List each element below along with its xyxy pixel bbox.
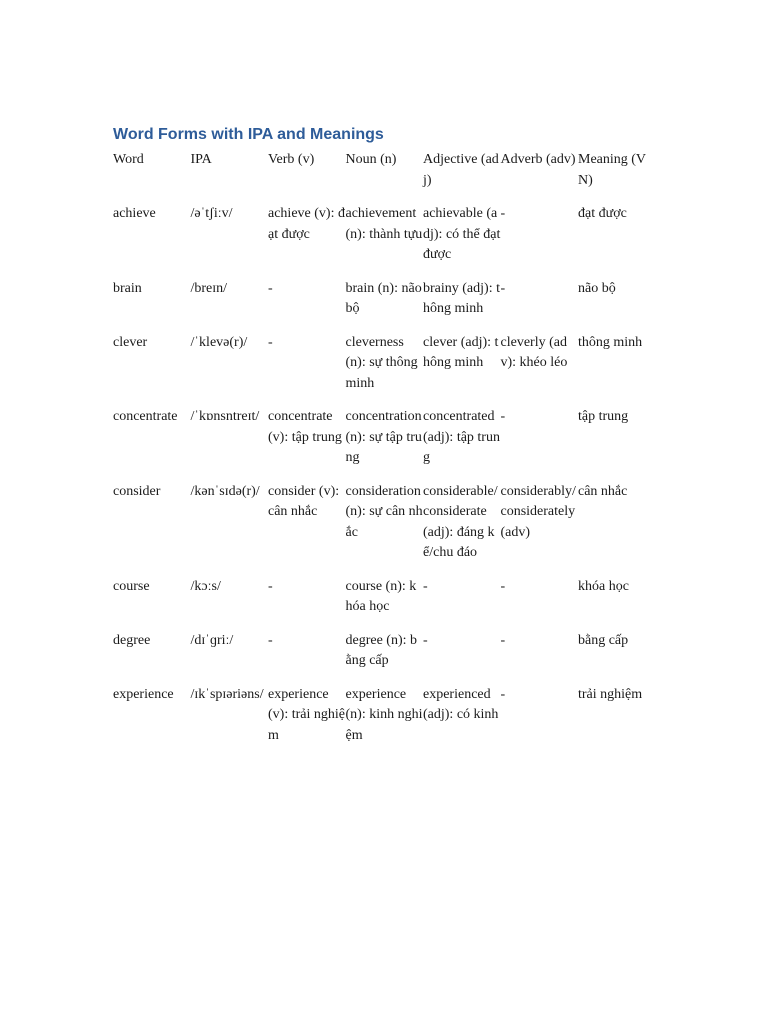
cell-ipa: /əˈtʃiːv/ bbox=[190, 206, 233, 221]
cell-word: clever bbox=[113, 334, 148, 350]
cell-adjective: concentrated (adj): tập trung bbox=[423, 409, 500, 465]
table-row bbox=[113, 577, 656, 631]
cell-verb: - bbox=[268, 632, 273, 648]
cell-meaning: đạt được bbox=[578, 206, 627, 221]
cell-verb: - bbox=[268, 578, 273, 594]
cell-ipa: /dɪˈɡriː/ bbox=[190, 632, 234, 648]
cell-adverb: - bbox=[500, 578, 506, 594]
cell-adverb: considerably/considerately (adv) bbox=[500, 483, 576, 540]
cell-word: brain bbox=[113, 280, 142, 296]
document-title: Word Forms with IPA and Meanings bbox=[113, 126, 384, 143]
cell-adverb: - bbox=[500, 206, 506, 221]
cell-adjective: experienced (adj): có kinh bbox=[423, 686, 499, 722]
table-row bbox=[113, 482, 656, 577]
cell-adverb: - bbox=[500, 686, 506, 702]
cell-meaning: khóa học bbox=[578, 578, 629, 594]
cell-ipa: /ɪkˈspɪəriəns/ bbox=[190, 686, 264, 702]
cell-word: achieve bbox=[113, 206, 156, 221]
cell-noun: experience (n): kinh nghiệm bbox=[345, 686, 423, 743]
cell-verb: concentrate (v): tập trung bbox=[268, 409, 342, 445]
cell-noun: concentration (n): sự tập trung bbox=[345, 409, 422, 465]
table-row bbox=[113, 631, 656, 685]
cell-word: experience bbox=[113, 686, 174, 702]
cell-word: consider bbox=[113, 483, 161, 499]
header-adverb: Adverb (adv) bbox=[500, 152, 576, 167]
table-row bbox=[113, 204, 656, 279]
cell-adjective: brainy (adj): thông minh bbox=[423, 280, 500, 316]
cell-meaning: thông minh bbox=[578, 334, 643, 350]
cell-adjective: - bbox=[423, 632, 428, 648]
cell-noun: consideration (n): sự cân nhắc bbox=[345, 483, 423, 540]
cell-verb: achieve (v): đạt được bbox=[268, 206, 345, 242]
cell-meaning: não bộ bbox=[578, 280, 616, 296]
cell-verb: - bbox=[268, 280, 273, 296]
cell-noun: achievement (n): thành tựu bbox=[345, 206, 423, 242]
cell-meaning: cân nhắc bbox=[578, 483, 628, 499]
cell-ipa: /kɔːs/ bbox=[190, 578, 221, 594]
cell-word: degree bbox=[113, 632, 151, 648]
cell-noun: degree (n): bằng cấp bbox=[345, 632, 418, 668]
cell-adjective: clever (adj): thông minh bbox=[423, 334, 499, 370]
cell-adjective: - bbox=[423, 578, 428, 594]
cell-word: course bbox=[113, 578, 150, 594]
document-page bbox=[113, 124, 653, 759]
header-noun: Noun (n) bbox=[345, 152, 397, 167]
cell-adverb: cleverly (adv): khéo léo bbox=[500, 334, 568, 370]
cell-ipa: /kənˈsɪdə(r)/ bbox=[190, 483, 260, 499]
cell-meaning: tập trung bbox=[578, 409, 629, 424]
header-verb: Verb (v) bbox=[268, 152, 315, 167]
table-row bbox=[113, 333, 656, 408]
cell-ipa: /ˈkɒnsntreɪt/ bbox=[190, 409, 260, 424]
cell-ipa: /breɪn/ bbox=[190, 280, 228, 296]
cell-adverb: - bbox=[500, 280, 506, 296]
cell-ipa: /ˈklevə(r)/ bbox=[190, 334, 248, 350]
cell-adverb: - bbox=[500, 632, 506, 648]
header-ipa: IPA bbox=[190, 152, 212, 167]
table-row bbox=[113, 407, 656, 482]
header-meaning: Meaning (VN) bbox=[578, 152, 647, 188]
cell-verb: consider (v): cân nhắc bbox=[268, 483, 340, 519]
header-adjective: Adjective (adj) bbox=[423, 152, 499, 188]
table-row bbox=[113, 279, 656, 333]
cell-word: concentrate bbox=[113, 409, 178, 424]
cell-adverb: - bbox=[500, 409, 506, 424]
cell-meaning: bằng cấp bbox=[578, 632, 629, 648]
cell-verb: experience (v): trải nghiệm bbox=[268, 686, 345, 743]
cell-meaning: trải nghiệm bbox=[578, 686, 643, 702]
cell-noun: cleverness (n): sự thông minh bbox=[345, 334, 418, 391]
word-forms-table bbox=[113, 150, 656, 759]
table-row bbox=[113, 685, 656, 760]
cell-noun: course (n): khóa học bbox=[345, 578, 417, 614]
cell-noun: brain (n): não bộ bbox=[345, 280, 422, 316]
header-word: Word bbox=[113, 152, 144, 167]
cell-adjective: considerable/considerate (adj): đáng kể/chu đáo bbox=[423, 483, 498, 560]
table-header-row bbox=[113, 150, 656, 204]
cell-verb: - bbox=[268, 334, 273, 350]
cell-adjective: achievable (adj): có thể đạt được bbox=[423, 206, 501, 262]
